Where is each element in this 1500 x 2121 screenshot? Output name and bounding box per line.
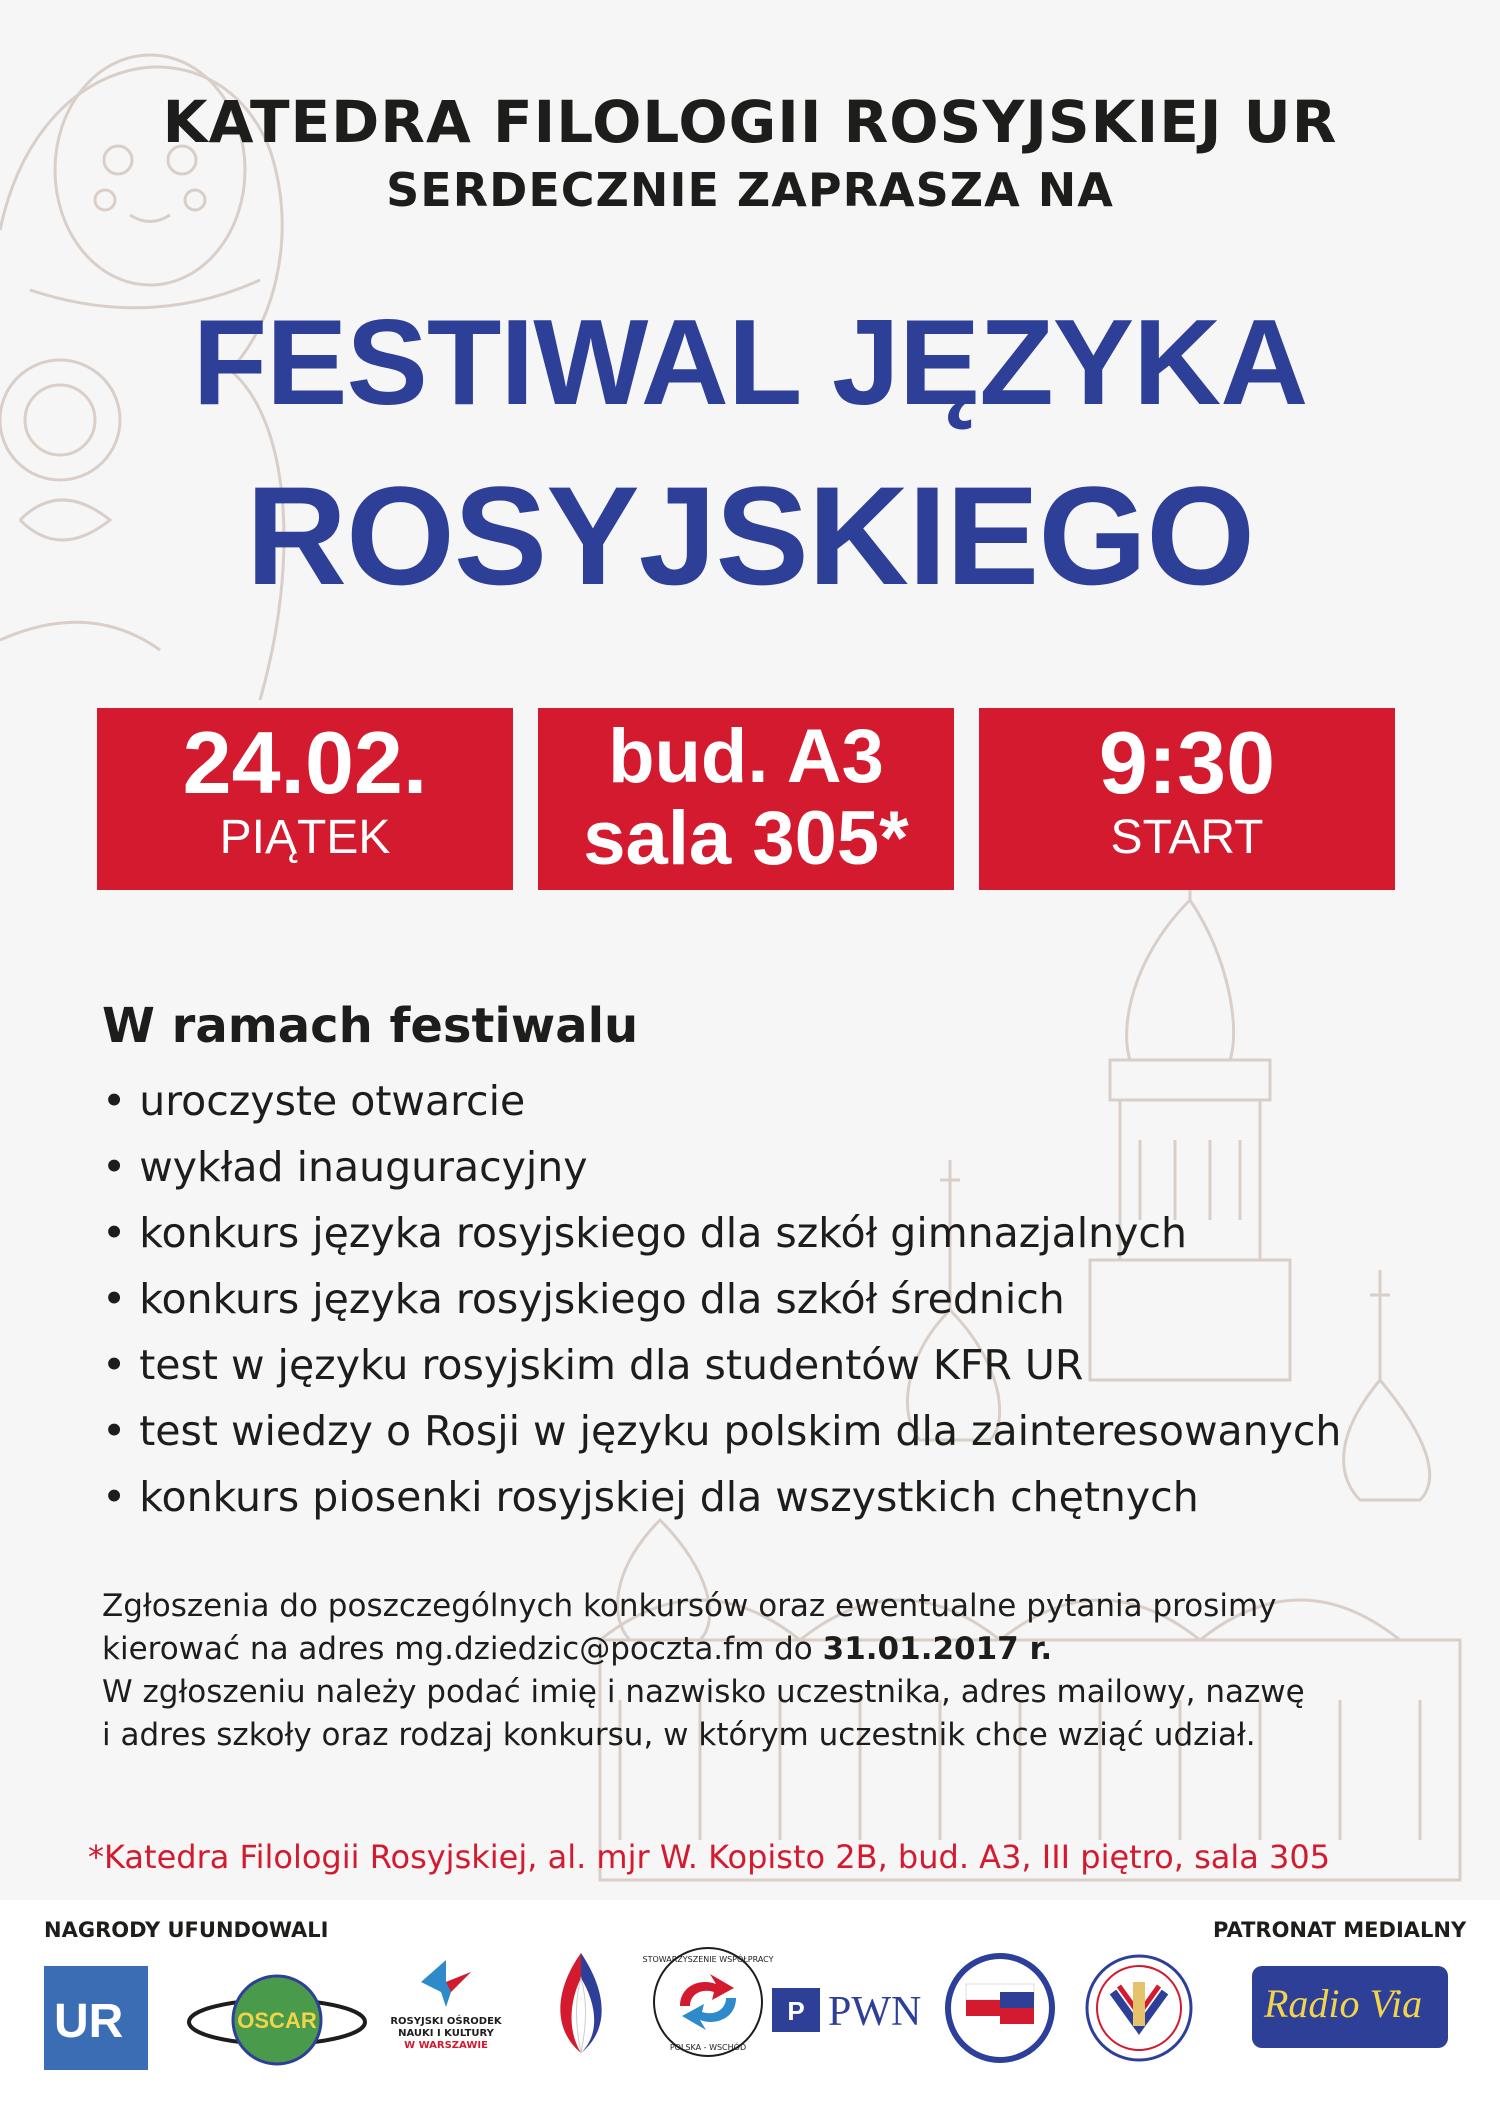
media-patron-label: PATRONAT MEDIALNY [1213,1918,1467,1942]
program-item: • uroczyste otwarcie [102,1068,1341,1134]
program-item: • test wiedzy o Rosji w języku polskim dla zainteresowanych [102,1398,1341,1464]
pwn-text: PWN [828,1989,922,2035]
registration-line2 [102,1628,1402,1671]
program-list [102,1068,1341,1530]
oscar-text: OSCAR [237,2008,317,2033]
program-heading: W ramach festiwalu [102,998,639,1054]
festival-title-line1: FESTIWAL JĘZYKA [192,294,1308,430]
rosnk-line1: ROSYJSKI OŚRODEK [390,2016,502,2027]
program-item: • konkurs języka rosyjskiego dla szkół gimnazjalnych [102,1200,1341,1266]
ur-logo [44,1966,148,2070]
radio-via-text: Radio Via [1264,1981,1423,2026]
registration-line1: Zgłoszenia do poszczególnych konkursów oraz ewentualne pytania prosimy [102,1588,1277,1624]
column-circle-icon [1083,1952,1195,2064]
invitation-subheading: SERDECZNIE ZAPRASZA NA [386,163,1114,217]
sw-bottom-text: POLSKA - WSCHÓD [669,2043,747,2052]
dialogue-center-logo [944,1952,1056,2064]
registration-line3: W zgłoszeniu należy podać imię i nazwisko uczestnika, adres mailowy, nazwę [102,1674,1305,1710]
date-box [97,708,513,890]
flame-logo [546,1948,616,2058]
registration-email-text: kierować na adres mg.dziedzic@poczta.fm do [102,1631,823,1667]
oscar-logo [182,1960,372,2080]
svg-text:P: P [787,1996,805,2026]
registration-deadline: 31.01.2017 r. [822,1631,1053,1667]
sw-top-text: STOWARZYSZENIE WSPÓŁPRACY [642,1955,774,1964]
flag-flame-icon [546,1948,616,2058]
pwn-logo [772,1988,922,2035]
university-institute-logo [1083,1952,1195,2064]
cooperation-icon [642,1944,774,2060]
program-item: • konkurs piosenki rosyjskiej dla wszystkich chętnych [102,1464,1341,1530]
rosnk-line2: NAUKI I KULTURY [398,2028,494,2039]
festival-title-line2: ROSYJSKIEGO [245,457,1255,614]
time-value: 9:30 [1098,713,1276,812]
organizer-heading: KATEDRA FILOLOGII ROSYJSKIEJ UR [162,88,1338,156]
registration-line4: i adres szkoły oraz rodzaj konkursu, w którym uczestnik chce wziąć udział. [102,1717,1256,1753]
rosnk-city: W WARSZAWIE [404,2040,488,2051]
program-item: • test w języku rosyjskim dla studentów KFR UR [102,1332,1341,1398]
radio-via-logo [1252,1966,1448,2048]
location-footnote: *Katedra Filologii Rosyjskiej, al. mjr W. Kopisto 2B, bud. A3, III piętro, sala 305 [88,1838,1331,1876]
flags-circle-icon [944,1952,1056,2064]
bird-icon [416,1952,476,2012]
oscar-globe-icon [182,1960,372,2080]
weekday-label: PIĄTEK [219,811,391,864]
location-box [538,708,954,890]
building-value: bud. A3 [608,714,884,799]
date-value: 24.02. [182,713,428,812]
time-box [979,708,1395,890]
program-item: • wykład inauguracyjny [102,1134,1341,1200]
ur-logo-text: UR [54,1995,124,2048]
rosnk-logo [386,1952,506,2102]
registration-info [102,1585,1402,1757]
polska-wschod-logo [642,1944,774,2060]
room-value: sala 305* [583,796,909,881]
pwn-mark-icon [772,1988,820,2032]
program-item: • konkurs języka rosyjskiego dla szkół średnich [102,1266,1341,1332]
sponsors-label: NAGRODY UFUNDOWALI [44,1918,329,1942]
start-label: START [1110,811,1264,864]
